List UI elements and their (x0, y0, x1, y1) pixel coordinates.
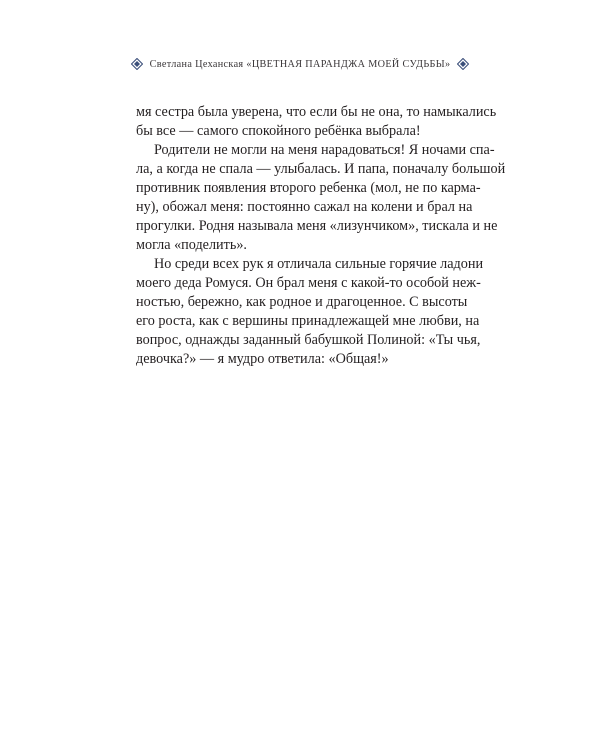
text-line: его роста, как с вершины принадлежащей мне любви, на (136, 313, 480, 329)
text-line: мя сестра была уверена, что если бы не она, то намыкались (136, 104, 497, 120)
text-line: Родители не могли на меня нарадоваться! Я ночами спа- (154, 142, 495, 158)
text-line: бы все — самого спокойного ребёнка выбрала! (136, 123, 421, 139)
paragraph-2 (136, 141, 506, 255)
running-header (0, 58, 600, 70)
text-line: ну), обожал меня: постоянно сажал на колени и брал на (136, 199, 473, 215)
text-line: ностью, бережно, как родное и драгоценное. С высоты (136, 294, 468, 310)
running-header-text (150, 59, 451, 70)
header-author: Светлана Цеханская (149, 58, 244, 70)
diamond-ornament-left-icon (131, 58, 143, 70)
text-line: ла, а когда не спала — улыбалась. И папа, поначалу большой (136, 161, 506, 177)
text-line: моего деда Ромуся. Он брал меня с какой-то особой неж- (136, 275, 481, 291)
text-line: могла «поделить». (136, 237, 247, 253)
header-title: «ЦВЕТНАЯ ПАРАНДЖА МОЕЙ СУДЬБЫ» (246, 58, 451, 70)
text-line: вопрос, однажды заданный бабушкой Полиной: «Ты чья, (136, 332, 481, 348)
text-line: девочка?» — я мудро ответила: «Общая!» (136, 351, 389, 367)
text-line: противник появления второго ребенка (мол, не по карма- (136, 180, 481, 196)
paragraph-1 (136, 103, 497, 141)
text-line: прогулки. Родня называла меня «лизунчиком», тискала и не (136, 218, 498, 234)
paragraph-3 (136, 255, 484, 369)
body-text (136, 103, 506, 369)
diamond-ornament-right-icon (457, 58, 469, 70)
text-line: Но среди всех рук я отличала сильные горячие ладони (154, 256, 484, 272)
